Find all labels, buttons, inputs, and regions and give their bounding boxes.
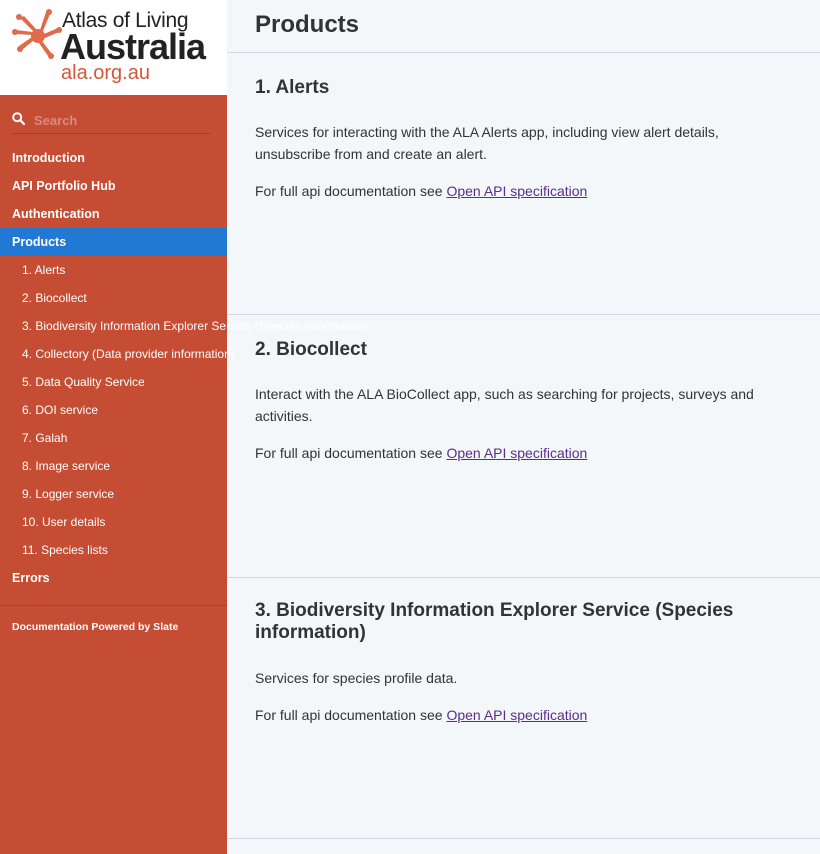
section-title: 2. Biocollect xyxy=(255,339,367,360)
toc-item-authentication[interactable]: Authentication xyxy=(12,207,100,221)
toc-subitem-biocollect[interactable]: 2. Biocollect xyxy=(22,291,87,305)
section-biocollect xyxy=(227,315,820,578)
doc-prefix: For full api documentation see xyxy=(255,707,447,723)
logo-text-url: ala.org.au xyxy=(61,62,150,84)
toc-subitem-logger-service[interactable]: 9. Logger service xyxy=(22,487,115,501)
toc-item-products[interactable]: Products xyxy=(0,228,227,256)
open-api-spec-link[interactable]: Open API specification xyxy=(446,445,588,461)
ala-logo-icon xyxy=(12,8,62,68)
toc-subitem-data-quality-service[interactable]: 5. Data Quality Service xyxy=(22,375,145,389)
toc-subitem-species-lists[interactable]: 11. Species lists xyxy=(22,543,108,557)
toc-subitem-image-service[interactable]: 8. Image service xyxy=(22,459,111,473)
section-doc-line xyxy=(255,704,785,726)
toc-subitem-user-details[interactable]: 10. User details xyxy=(22,515,106,529)
search-icon xyxy=(12,112,25,125)
doc-prefix: For full api documentation see xyxy=(255,445,447,461)
doc-prefix: For full api documentation see xyxy=(255,183,447,199)
search-box xyxy=(12,108,211,134)
section-description: Interact with the ALA BioCollect app, such as searching for projects, surveys and activities. xyxy=(255,386,754,424)
section-description: Services for interacting with the ALA Alerts app, including view alert details, unsubscribe from and create an alert. xyxy=(255,124,719,162)
section-title: 1. Alerts xyxy=(255,77,330,98)
toc-subitem-doi-service[interactable]: 6. DOI service xyxy=(22,403,99,417)
logo-text-line1: Atlas of Living xyxy=(62,9,189,32)
open-api-spec-link[interactable]: Open API specification xyxy=(446,707,588,723)
toc-item-errors[interactable]: Errors xyxy=(12,571,50,585)
main-content xyxy=(227,0,820,854)
toc-item-introduction[interactable]: Introduction xyxy=(12,151,85,165)
toc-subitem-collectory[interactable]: 4. Collectory (Data provider information) xyxy=(22,347,235,361)
toc-subitem-biodiversity-information-explorer[interactable]: 3. Biodiversity Information Explorer Service (Species information) xyxy=(22,319,369,333)
toc-subitem-alerts[interactable]: 1. Alerts xyxy=(22,263,66,277)
logo-text-line2: Australia xyxy=(60,26,206,67)
section-biodiversity-information-explorer xyxy=(227,578,820,839)
sidebar-divider xyxy=(0,605,227,606)
logo[interactable] xyxy=(0,0,227,95)
section-doc-line xyxy=(255,442,785,464)
toc-item-api-portfolio-hub[interactable]: API Portfolio Hub xyxy=(12,179,116,193)
toc-subitem-galah[interactable]: 7. Galah xyxy=(22,431,68,445)
page-header xyxy=(227,0,820,53)
section-description: Services for species profile data. xyxy=(255,670,458,686)
section-alerts xyxy=(227,53,820,315)
search-input[interactable] xyxy=(32,109,212,131)
open-api-spec-link[interactable]: Open API specification xyxy=(446,183,588,199)
powered-by-slate-link[interactable]: Documentation Powered by Slate xyxy=(12,621,179,633)
section-title: 3. Biodiversity Information Explorer Service (Species information) xyxy=(255,600,734,643)
section-doc-line xyxy=(255,180,785,202)
page-title: Products xyxy=(255,11,360,38)
